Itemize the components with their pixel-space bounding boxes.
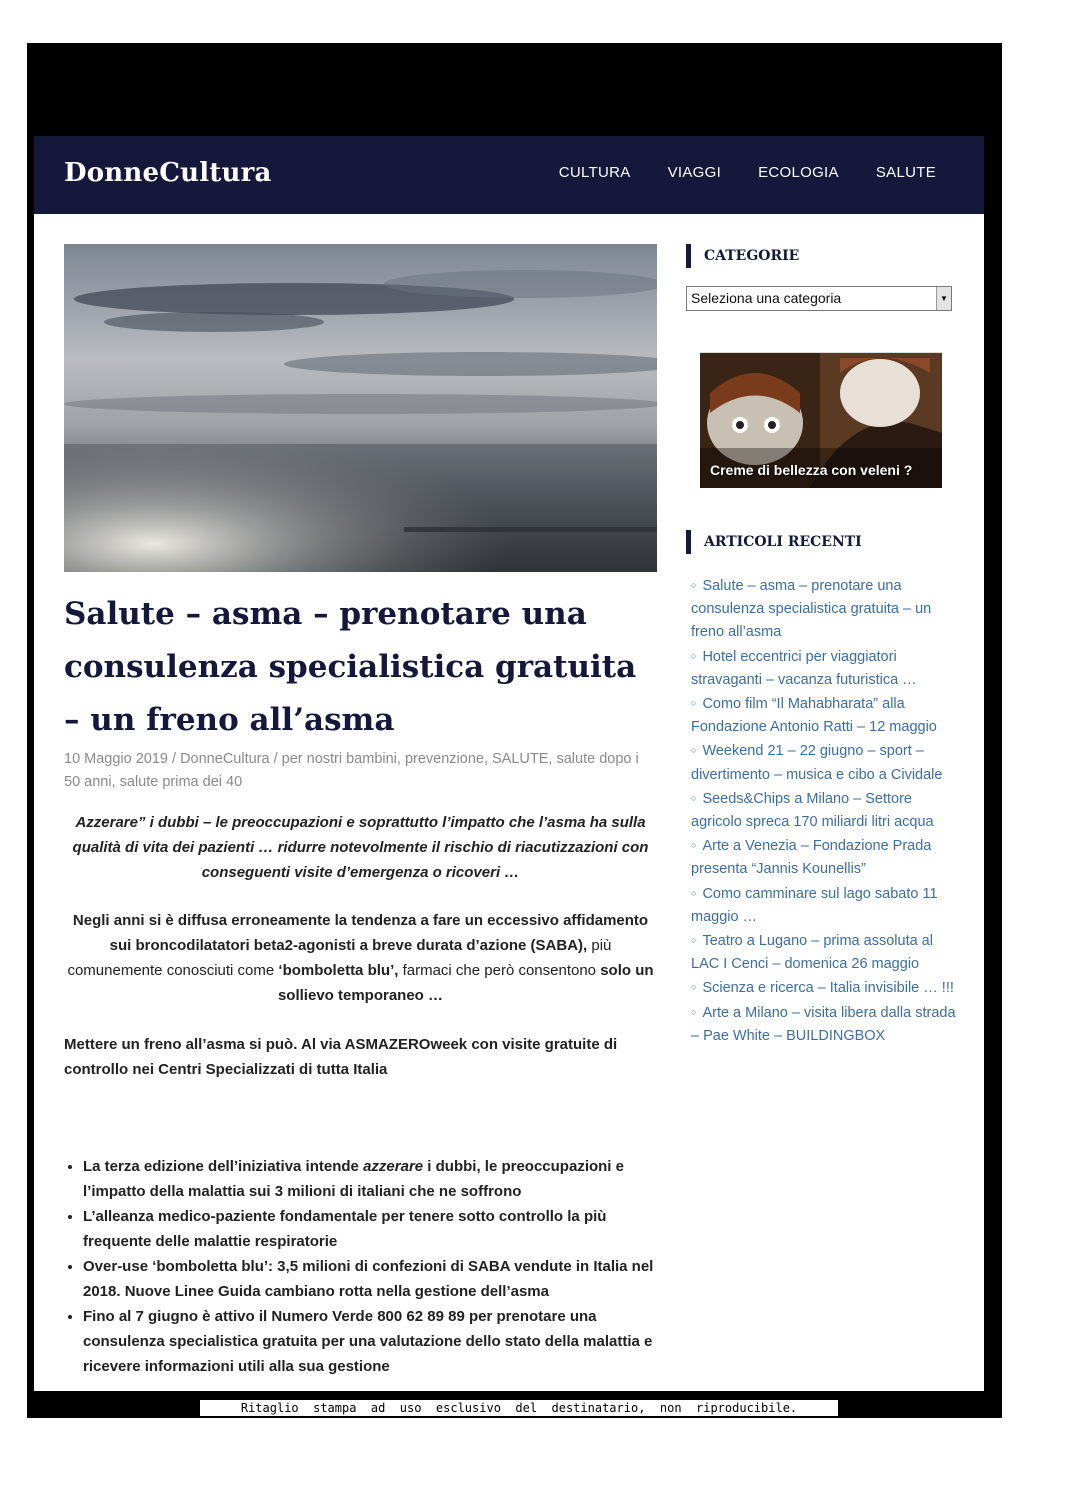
bullet-item: • Fino al 7 giugno è attivo il Numero Verde 800 62 89 89 per prenotare una consulenza specialistica gratuita per una valutazione dello stato della malattia e ricevere informazioni utili alla sua gestione xyxy=(83,1304,676,1379)
categories-heading: CATEGORIE xyxy=(686,244,966,268)
nav-cultura[interactable]: CULTURA xyxy=(558,164,631,181)
nav-salute[interactable]: SALUTE xyxy=(875,164,936,181)
bullet-item: • L’alleanza medico-paziente fondamentale per tenere sotto controllo la più frequente delle malattie respiratorie xyxy=(83,1204,676,1254)
bullet-item: • Over-use ‘bomboletta blu’: 3,5 milioni di confezioni di SABA vendute in Italia nel 2018. Nuove Linee Guida cambiano rotta nella gestione dell’asma xyxy=(83,1254,676,1304)
p2-bold-c: ‘bomboletta blu’, xyxy=(278,962,399,979)
nav-ecologia[interactable]: ECOLOGIA xyxy=(758,164,839,181)
recent-article-link[interactable]: ○ Como film “Il Mahabharata” alla Fondazione Antonio Ratti – 12 maggio xyxy=(691,692,961,739)
recent-articles-list xyxy=(691,574,961,1048)
recent-article-link[interactable]: ○ Como camminare sul lago sabato 11 maggio … xyxy=(691,882,961,929)
p2-bold-e: solo un sollievo temporaneo … xyxy=(277,962,654,1004)
press-clipping-notice: Ritaglio stampa ad uso esclusivo del destinatario, non riproducibile. xyxy=(200,1400,838,1416)
p2-text-b: più comunemente conosciuti come xyxy=(67,937,612,979)
featured-image xyxy=(64,244,657,572)
article-bullets xyxy=(64,1154,676,1379)
bullet-item xyxy=(83,1154,676,1204)
chevron-down-icon[interactable]: ▼ xyxy=(936,287,951,310)
bullet1-text-c: i dubbi, le preoccupazioni e l’impatto della malattia sui 3 milioni di italiani che ne soffrono xyxy=(83,1158,624,1200)
article-paragraph-asmazero: Mettere un freno all’asma si può. Al via ASMAZEROweek con visite gratuite di controllo nei Centri Specializzati di tutta Italia xyxy=(64,1036,618,1078)
recent-article-link[interactable]: ○ Teatro a Lugano – prima assoluta al LAC I Cenci – domenica 26 maggio xyxy=(691,929,961,976)
article-paragraph-saba xyxy=(64,908,657,1008)
recent-article-link[interactable]: ○ Seeds&Chips a Milano – Settore agricolo spreca 170 miliardi litri acqua xyxy=(691,787,961,834)
recent-article-link[interactable]: ○ Weekend 21 – 22 giugno – sport – divertimento – musica e cibo a Cividale xyxy=(691,739,961,786)
promo-banner[interactable] xyxy=(700,352,942,488)
promo-caption[interactable]: Creme di bellezza con veleni ? xyxy=(710,462,913,478)
website xyxy=(34,136,984,1391)
site-logo[interactable]: DonneCultura xyxy=(64,158,272,188)
recent-articles-heading: ARTICOLI RECENTI xyxy=(686,530,966,554)
article-meta: 10 Maggio 2019 / DonneCultura / per nostri bambini, prevenzione, SALUTE, salute dopo i 50 anni, salute prima dei 40 xyxy=(64,751,639,790)
recent-article-link[interactable]: ○ Arte a Milano – visita libera dalla strada – Pae White – BUILDINGBOX xyxy=(691,1001,961,1048)
article-lead: Azzerare” i dubbi – le preoccupazioni e soprattutto l’impatto che l’asma ha sulla qualità di vita dei pazienti … ridurre notevolmente il rischio di riacutizzazioni con conseguenti visite d’emergenza o ricoveri … xyxy=(72,814,649,881)
recent-article-link[interactable]: ○ Scienza e ricerca – Italia invisibile … !!! xyxy=(691,976,961,1000)
main-nav xyxy=(559,164,936,181)
category-select[interactable] xyxy=(686,286,952,311)
article-title: Salute – asma – prenotare una consulenza specialistica gratuita – un freno all’asma xyxy=(64,596,637,738)
p2-bold-a: Negli anni si è diffusa erroneamente la tendenza a fare un eccessivo affidamento sui broncodilatatori beta2-agonisti a breve durata d’azione (SABA), xyxy=(72,912,649,954)
p2-text-d: farmaci che però consentono xyxy=(398,962,601,979)
recent-article-link[interactable]: ○ Hotel eccentrici per viaggiatori stravaganti – vacanza futuristica … xyxy=(691,645,961,692)
recent-article-link[interactable]: ○ Salute – asma – prenotare una consulenza specialistica gratuita – un freno all’asma xyxy=(691,574,961,645)
nav-viaggi[interactable]: VIAGGI xyxy=(667,164,722,181)
site-header xyxy=(34,136,984,214)
bullet1-text-a: La terza edizione dell’iniziativa intende xyxy=(83,1158,364,1175)
category-select-value: Seleziona una categoria xyxy=(691,290,842,306)
recent-article-link[interactable]: ○ Arte a Venezia – Fondazione Prada presenta “Jannis Kounellis” xyxy=(691,834,961,881)
bullet1-italic: azzerare xyxy=(363,1158,424,1175)
